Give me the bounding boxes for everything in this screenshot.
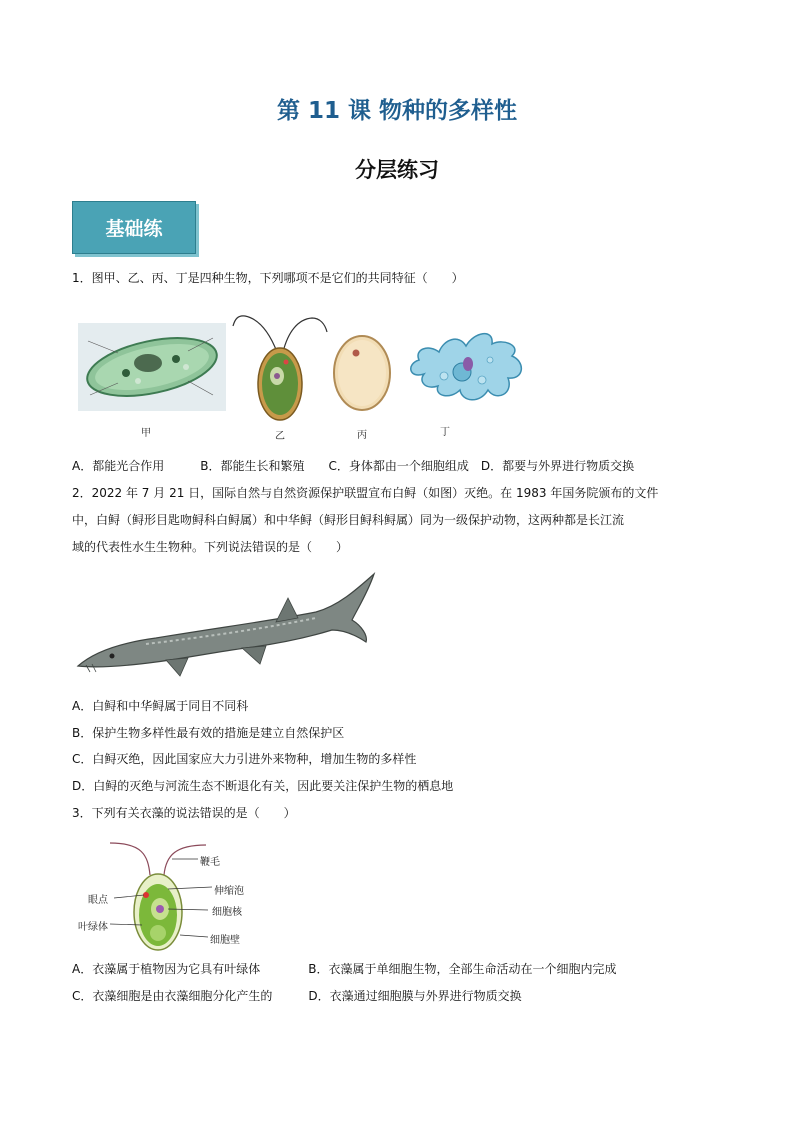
q2-option-c: C．白鲟灭绝，因此国家应大力引进外来物种，增加生物的多样性 xyxy=(72,752,417,766)
sturgeon-figure xyxy=(76,572,380,678)
q3-stem: 3．下列有关衣藻的说法错误的是（ ） xyxy=(72,806,296,820)
label-eyespot: 眼点 xyxy=(88,895,108,906)
label-chloroplast: 叶绿体 xyxy=(78,922,108,933)
q3-options-line-2: C．衣藻细胞是由衣藻细胞分化产生的 D．衣藻通过细胞膜与外界进行物质交换 xyxy=(72,989,522,1003)
caption-bing: 丙 xyxy=(357,430,367,441)
q3-options-line-1: A．衣藻属于植物因为它具有叶绿体 B．衣藻属于单细胞生物，全部生命活动在一个细胞内完成 xyxy=(72,962,617,976)
q1-options: A．都能光合作用 B．都能生长和繁殖 C．身体都由一个细胞组成 D．都要与外界进行物质交换 xyxy=(72,459,635,473)
caption-ding: 丁 xyxy=(440,427,450,438)
amoeba-figure xyxy=(404,324,530,408)
section-label-box xyxy=(72,201,196,254)
label-flagellum: 鞭毛 xyxy=(200,857,220,868)
caption-jia: 甲 xyxy=(141,428,151,439)
page-title: 第 11 课 物种的多样性 xyxy=(276,98,518,124)
q2-option-b: B．保护生物多样性最有效的措施是建立自然保护区 xyxy=(72,726,345,740)
page-subtitle: 分层练习 xyxy=(355,157,439,182)
label-contractile-vacuole: 伸缩泡 xyxy=(214,886,244,897)
label-nucleus: 细胞核 xyxy=(212,907,242,918)
section-label: 基础练 xyxy=(105,218,163,240)
q2-stem-line-3: 域的代表性水生生物种。下列说法错误的是（ ） xyxy=(72,540,349,554)
paramecium-figure xyxy=(78,323,226,411)
q2-option-a: A．白鲟和中华鲟属于同目不同科 xyxy=(72,699,249,713)
euglena-figure xyxy=(230,314,330,422)
q2-stem-line-1: 2．2022 年 7 月 21 日，国际自然与自然资源保护联盟宣布白鲟（如图）灭绝。在 1983 年国务院颁布的文件 xyxy=(72,486,659,500)
q2-stem-line-2: 中，白鲟（鲟形目匙吻鲟科白鲟属）和中华鲟（鲟形目鲟科鲟属）同为一级保护动物，这两种都是长江流 xyxy=(72,513,625,527)
q2-option-d: D．白鲟的灭绝与河流生态不断退化有关，因此要关注保护生物的栖息地 xyxy=(72,779,454,793)
label-cell-wall: 细胞壁 xyxy=(210,935,240,946)
q1-stem: 1．图甲、乙、丙、丁是四种生物，下列哪项不是它们的共同特征（ ） xyxy=(72,271,464,285)
yeast-figure xyxy=(331,333,393,413)
caption-yi: 乙 xyxy=(275,431,285,442)
